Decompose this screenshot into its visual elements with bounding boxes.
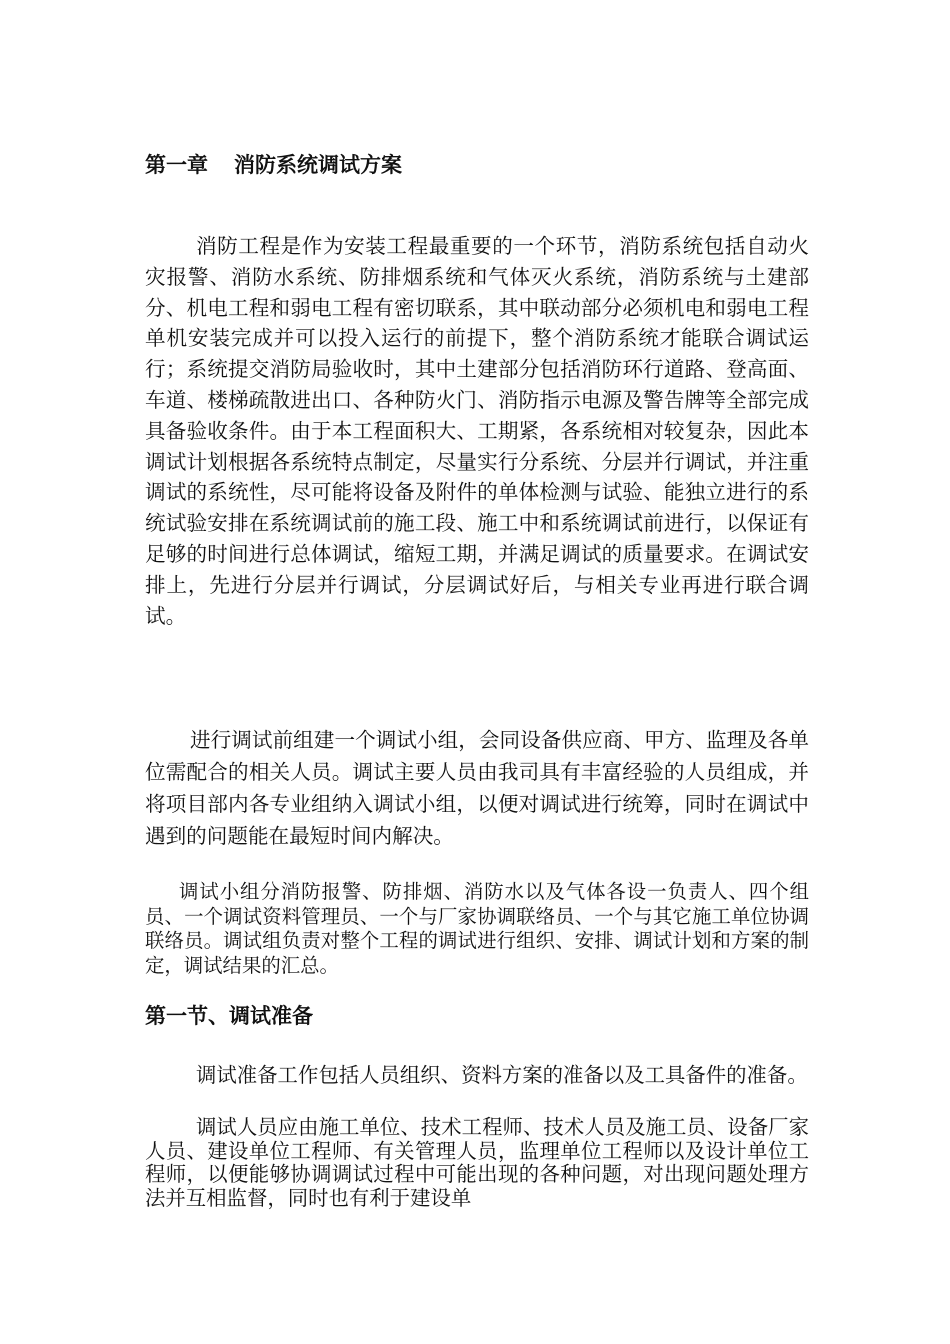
- chapter-number: 第一章: [145, 153, 208, 177]
- personnel-paragraph: 调试人员应由施工单位、技术工程师、技术人员及施工员、设备厂家人员、建设单位工程师、有关管理人员，监理单位工程师以及设计单位工程师，以便能够协调调试过程中可能出现的各种问题，对出现问题处理方法并互相监督，同时也有利于建设单: [145, 1115, 809, 1210]
- chapter-heading: [145, 153, 402, 177]
- team-formation-paragraph: 进行调试前组建一个调试小组，会同设备供应商、甲方、监理及各单位需配合的相关人员。调试主要人员由我司具有丰富经验的人员组成，并将项目部内各专业组纳入调试小组，以便对调试进行统筹，同时在调试中遇到的问题能在最短时间内解决。: [145, 728, 809, 848]
- intro-paragraph: 消防工程是作为安装工程最重要的一个环节，消防系统包括自动火灾报警、消防水系统、防排烟系统和气体灭火系统，消防系统与土建部分、机电工程和弱电工程有密切联系，其中联动部分必须机电和弱电工程单机安装完成并可以投入运行的前提下，整个消防系统才能联合调试运行；系统提交消防局验收时，其中土建部分包括消防环行道路、登高面、车道、楼梯疏散进出口、各种防火门、消防指示电源及警告牌等全部完成具备验收条件。由于本工程面积大、工期紧，各系统相对较复杂，因此本调试计划根据各系统特点制定，尽量实行分系统、分层并行调试，并注重调试的系统性，尽可能将设备及附件的单体检测与试验、能独立进行的系统试验安排在系统调试前的施工段、施工中和系统调试前进行，以保证有足够的时间进行总体调试，缩短工期，并满足调试的质量要求。在调试安排上，先进行分层并行调试，分层调试好后，与相关专业再进行联合调试。: [145, 234, 809, 628]
- preparation-paragraph: 调试准备工作包括人员组织、资料方案的准备以及工具备件的准备。: [196, 1063, 808, 1087]
- chapter-title: 消防系统调试方案: [234, 153, 402, 177]
- section-heading: 第一节、调试准备: [145, 1004, 313, 1028]
- team-structure-paragraph: 调试小组分消防报警、防排烟、消防水以及气体各设一负责人、四个组员、一个调试资料管理员、一个与厂家协调联络员、一个与其它施工单位协调联络员。调试组负责对整个工程的调试进行组织、安排、调试计划和方案的制定，调试结果的汇总。: [145, 880, 809, 977]
